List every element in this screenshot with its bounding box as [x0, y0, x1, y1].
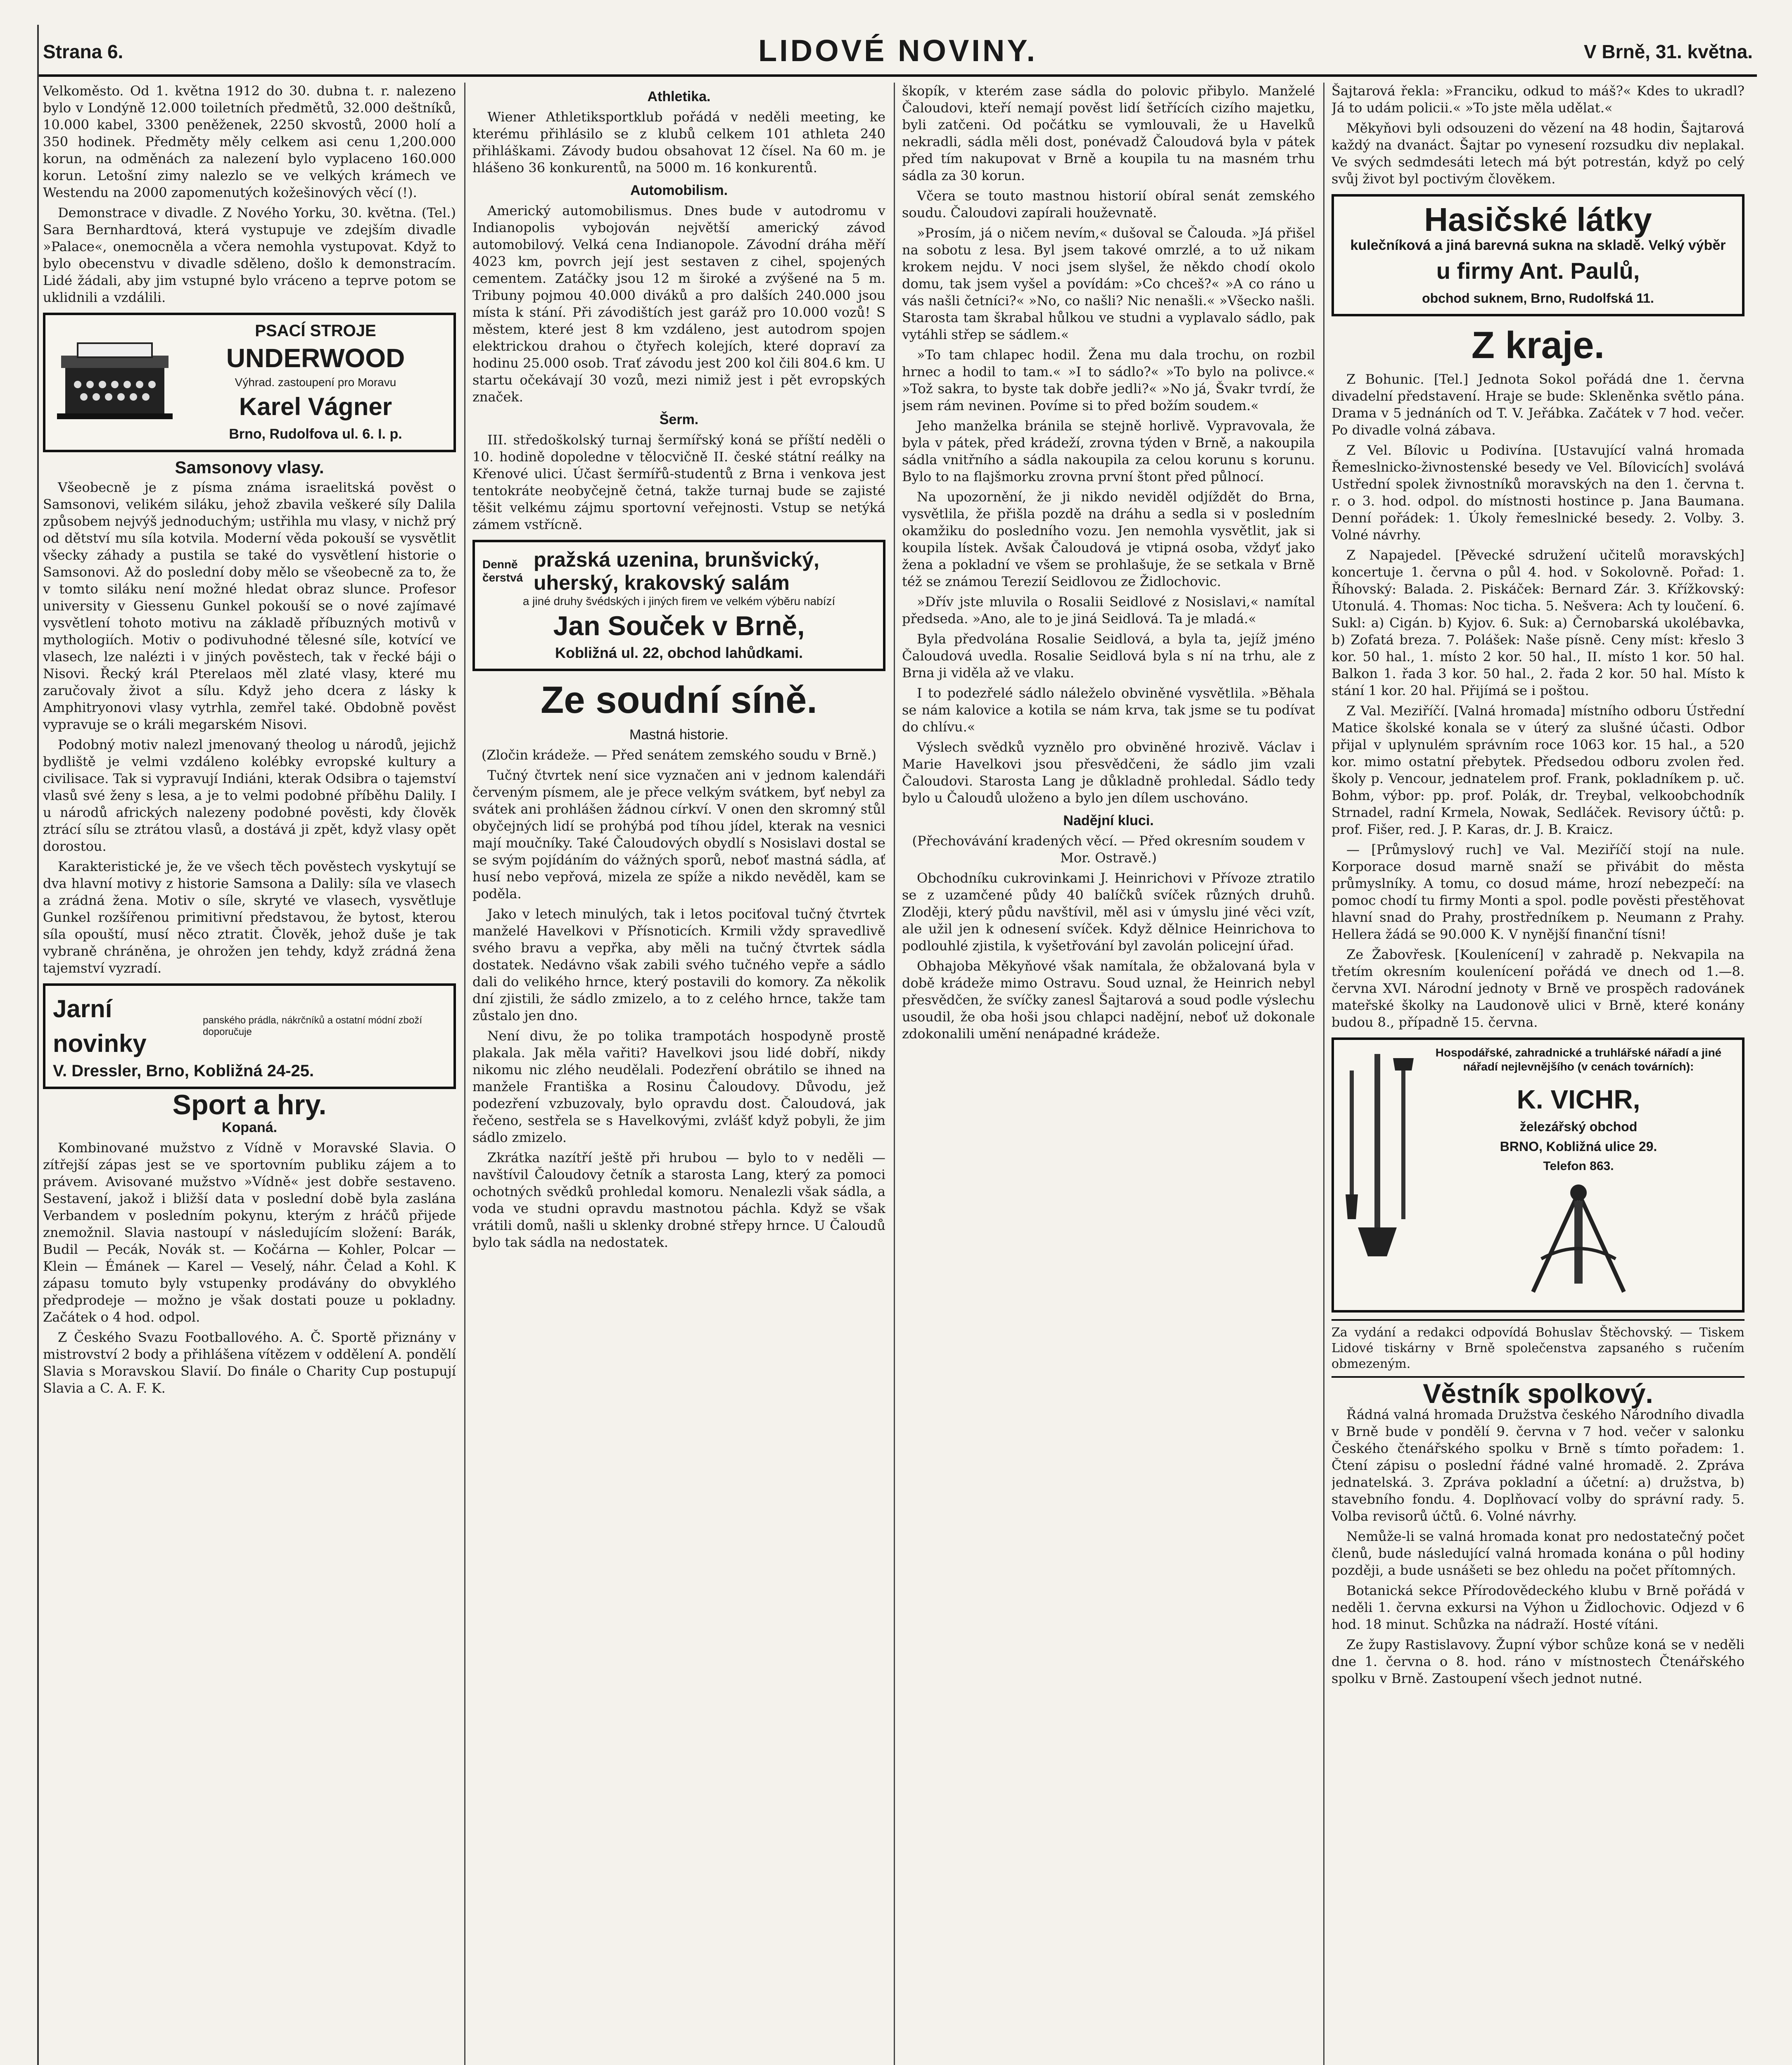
ad-vichr-name: K. VICHR,	[1517, 1085, 1640, 1114]
article-vestnik-2: Nemůže-li se valná hromada konat pro nedostatečný počet členů, bude následující valná hromada konána o půl hodiny později, a bude usnášeti se bez ohledu na počet přítomných.	[1332, 1529, 1745, 1578]
ad-jarni-address: V. Dressler, Brno, Kobližná 24-25.	[53, 1062, 314, 1080]
ad-vichr-line1: Hospodářské, zahradnické a truhlářské nářadí a jiné nářadí nejlevnějšího (v cenách továrních):	[1435, 1046, 1722, 1073]
ad-jarni-novinky	[43, 983, 456, 1089]
ad-soucek-address: Kobližná ul. 22, obchod lahůdkami.	[555, 644, 803, 661]
article-kluci-1: Obchodníku cukrovinkami J. Heinrichovi v Přívoze ztratilo se z uzamčené půdy 40 balíčků svíček různých druhů. Zloději, který půdu navštívil, měl asi v úmyslu jiné věci vzít, ale užil jen k odnesení svíček. Když dělnice Heinrichova to podlouhlé zjistila, k vyšetřování byl zavolán policejní úřad.	[902, 870, 1315, 954]
ad-vichr	[1332, 1037, 1745, 1313]
article-soud-cont-2: Včera se touto mastnou historií obíral senát zemského soudu. Čaloudovi zapírali houževnatě.	[902, 188, 1315, 221]
column-rule	[1323, 83, 1324, 2065]
article-soud-1: Tučný čtvrtek není sice vyznačen ani v jednom kalendáři červeným písmem, ale je přece velkým svátkem, byť nebyl za svátek ani prohlášen žádnou církví. V onen den skromný stůl obyčejných lidí se prohýbá pod tíhou jídel, kterak na vesnici mají moučníky. Také Čaloudových obydlí s Nosislavi dostal se se svým pojídáním do vážných sporů, neboť mastná sádla, ať husí nebo vepřová, mizela ze spíže a nikdo nevěděl, kam se poděla.	[472, 767, 885, 902]
ad-underwood-line3: Výhrad. zastoupení pro Moravu	[235, 376, 396, 389]
article-soud-cont-6: Na upozornění, že ji nikdo neviděl odjíždět do Brna, vysvětlila, že přišla pozdě na dráhu a sedla si v posledním okamžiku do posledního vozu. Jen nemohla vysvětlit, jak si koupila lístek. Avšak Čaloudová je vtipná osoba, vždyť jako žena a pokladní ve všem se prohlašuje, že se setkala v Brně též se známou Terezií Seidlovou ze Židlochovic.	[902, 489, 1315, 589]
issue-date: V Brně, 31. května.	[1583, 41, 1753, 62]
article-kraje-napajedla: Z Napajedel. [Pěvecké sdružení učitelů moravských] koncertuje 1. června o půl 4. hod. v Sokolovně. Pořad: 1. Říhovský: Balada. 2. Piskáček: Bernard Zár. 3. Křížkovský: Utonulá. 4. Thomas: Noc ticha. 5. Nešvera: Ach ty loučení. 6. Sukl: a) Cigán. b) Kyjov. 6. Suk: a) Černobarská ukolébavka, b) Zofatá breza. 7. Polášek: Naše písně. Ceny míst: křeslo 3 kor. 50 hal., 1. místo 2 kor. 50 hal., II. místo 1 kor. 50 hal. Balkon 1. řada 3 kor. 50 hal., 2. řada 2 kor. 50 hal. Místo k stání 1 kor. 20 hal. Přijímá se i poštou.	[1332, 547, 1745, 698]
subtitle-note: (Zločin krádeže. — Před senátem zemského soudu v Brně.)	[481, 747, 877, 763]
article-automobilism: Americký automobilismus. Dnes bude v autodromu v Indianopolis vybojován největší americký závod automobilový. Velká cena Indianopole. Závodní dráha měří 4023 km, povrch její jest sestaven z cihel, spojených cementem. Zatáčky jsou 12 m široké a zvýšené na 5 m. Tribuny pojmou 40.000 diváků a pro dalších 240.000 jsou místa k stání. Při závodištích jest garáž pro 10.000 vozů! S městem, které jest 8 km vzdáleno, jest autodrom spojen elektrickou drahou o čtyřech kolejích, které dopraví za hodinu 25.000 osob. Trať závodu jest 200 kol čili 804.6 km. U startu očekávají 30 vozů, mezi nimiž jest i pět evropských značek.	[472, 203, 885, 405]
title-ze-soudni-sine: Ze soudní síně.	[541, 679, 817, 721]
subtitle-automobilism: Automobilism.	[630, 183, 728, 198]
article-demonstrace: Demonstrace v divadle. Z Nového Yorku, 30. května. (Tel.) Sara Bernhardtová, která vystupuje ve zdejším divadle »Palace«, onemocněla a včera nemohla vystupovat. Když to bylo obecenstvu v divadle sděleno, došlo k demonstracím. Lidé žádali, aby jim vstupné bylo vráceno a teprve potom se uklidnili a vzdálili.	[43, 205, 456, 305]
article-soud-cont-7: »Dřív jste mluvila o Rosalii Seidlové z Nosislavi,« namítal předseda. »Ano, ale to je jiná Seidlová. Ta je mladá.«	[902, 594, 1315, 627]
subtitle-mastna-historie: Mastná historie.	[629, 727, 729, 743]
ad-soucek-side: a jiné druhy švédských i jiných firem ve velkém výběru nabízí	[522, 595, 835, 608]
ad-vichr-phone: Telefon 863.	[1543, 1159, 1614, 1173]
imprint: Za vydání a redakci odpovídá Bohuslav Štěchovský. — Tiskem Lidové tiskárny v Brně společenstva zapsaného s ručením obmezeným.	[1332, 1325, 1745, 1371]
title-samsonovy-vlasy: Samsonovy vlasy.	[175, 458, 324, 477]
masthead: LIDOVÉ NOVINY.	[758, 33, 1038, 68]
column-rule	[894, 83, 895, 2065]
subtitle-nadejni-kluci: Nadějní kluci.	[1063, 813, 1154, 828]
ad-jarni-side: panského prádla, nákrčníků a ostatní módní zboží doporučuje	[203, 1015, 422, 1037]
imprint-rule	[1332, 1319, 1745, 1321]
article-vestnik-4: Ze župy Rastislavovy. Župní výbor schůze koná se v neděli dne 1. června o 8. hod. ráno v místnostech Čtenářského spolku v Brně. Zastoupení všech jednot nutné.	[1332, 1637, 1745, 1686]
article-athletika: Wiener Athletiksportklub pořádá v neděli meeting, ke kterému přihlásilo se z klubů celkem 101 athleta 240 přihláškami. Závody budou obsahovat 12 čísel. Na 60 m. je hlášeno 36 konkurentů, na 5000 m. 16 konkurentů.	[472, 109, 885, 176]
ad-jarni-title: Jarní novinky	[53, 995, 147, 1057]
article-soud-cont-10: Výslech svědků vyznělo pro obviněné hrozivě. Václav i Marie Havelkovi jsou přesvědčeni, že sádlo jim vzali Čaloudovi. Starosta Lang je důkladně prohledal. Sádlo tedy bylo u Čaloudů uloženo a bylo jen dílem uschováno.	[902, 739, 1315, 806]
article-soud-3: Není divu, že po tolika trampotách hospodyně prostě plakala. Jak měla vařiti? Havelkovi jsou lidé dobří, nikdy nikomu nic zlého neudělali. Podezření obrátilo se ihned na manžele Františka a Rosinu Čaloudovy. Důvodu, jež podezření vzbuzovaly, bylo opravdu dost. Čaloudová, jak řečeno, sestřela se s Havelkovými, zvlášť když pobyli, že jim sádlo zmizelo.	[472, 1028, 885, 1145]
subtitle-kluci-note: (Přechovávání kradených věcí. — Před okresním soudem v Mor. Ostravě.)	[912, 833, 1305, 866]
column-rule	[464, 83, 465, 2065]
ad-underwood	[43, 313, 456, 452]
subtitle-kopana: Kopaná.	[221, 1120, 278, 1135]
article-soud-4: Zkrátka nazítří ještě při hrubou — bylo to v neděli — navštívil Čaloudovy četník a starosta Lang, který za pomoci ochotných svědků prohledal komoru. Nenalezli však sádla, a voda ve studni opravdu mastnotou páchla. Když se však vrátili domů, našli u sklenky drobné střepy hrnce. U Čaloudů bylo tak sádla na nedostatek.	[472, 1150, 885, 1250]
article-kluci-cont-2: Měkyňovi byli odsouzeni do vězení na 48 hodin, Šajtarová každý na dvanáct. Šajtar po vynesení rozsudku div neplakal. Ve svých sedmdesáti letech má být potrestán, když po celý svůj život byl poctivým člověkem.	[1332, 120, 1745, 187]
article-kraje-bilovice: Z Vel. Bílovic u Podivína. [Ustavující valná hromada Řemeslnicko-živnostenské besedy ve Vel. Bílovicích] svolává Ustřední spolek živnostníků moravských na den 1. června t. r. o 3. hod. odpol. do místnosti hostince p. Jana Baumana. Denní pořádek: 1. Úkoly řemeslnické besedy. 2. Volby. 3. Volné návrhy.	[1332, 442, 1745, 543]
article-kluci-2: Obhajoba Měkyňové však namítala, že obžalovaná byla v době krádeže mimo Ostravu. Soud uznal, že Heinrich nebyl přesvědčen, že svíčky zanesl Šajtarová a soud podle výslechu usoudil, že oba hoši jsou chlapci nadějní, neboť už dokonale zdokonalili umění nenápadné krádeže.	[902, 958, 1315, 1042]
ad-vichr-address: BRNO, Kobližná ulice 29.	[1500, 1139, 1657, 1154]
ad-soucek-products: pražská uzenina, brunšvický, uherský, krakovský salám	[534, 548, 819, 594]
ad-hasicske-latky	[1332, 194, 1745, 316]
ad-soucek-denne: Denně čerstvá	[482, 558, 523, 584]
subtitle-serm: Šerm.	[659, 412, 699, 427]
ad-hasicske-address: obchod suknem, Brno, Rudolfská 11.	[1422, 291, 1654, 306]
column-1	[43, 83, 456, 2065]
article-kopana-2: Z Českého Svazu Footballového. A. Č. Sportě přiznány v mistrovství 2 body a přihlášena vítězem v oddělení A. pondělí Slavia s Moravskou Slavií. Do finále o Charity Cup postupují Slavia a C. A. F. K.	[43, 1329, 456, 1396]
ad-underwood-line1: PSACÍ STROJE	[255, 322, 376, 340]
article-serm: III. středoškolský turnaj šermířský koná se příští neděli o 10. hodině dopoledne v tělocvičně II. české státní reálky na Křenové ulici. Účast šermířů-studentů z Brna i venkova jest tentokráte neobyčejně četná, takže turnaj bude se zajisté těšit velkému zájmu sportovní veřejnosti. Vstup se netýká zámem vstřícně.	[472, 432, 885, 532]
article-soud-2: Jako v letech minulých, tak i letos pociťoval tučný čtvrtek manželé Havelkovi v Přísnoticích. Krmili vždy spravedlivě svého bravu a vepřka, aby měli na tučný čtvrtek sádla dostatek. Nedávno však zabili svého tučného vepře a sádlo dali do velikého hrnce, který postavili do komory. Za několik dní zjistili, že sádlo zmizelo, a to z celého hrnce, takže tam zůstalo jen dno.	[472, 906, 885, 1023]
article-soud-cont-3: »Prosím, já o ničem nevím,« dušoval se Čalouda. »Já přišel na sobotu z lesa. Byl jsem takové omrzlé, a to už nikam krokem nejdu. V noci jsem slyšel, že někdo chodí okolo domu, tak jsem vyšel a povídám: »Co chceš?« »A co ráno u vás našli četníci?« »No, co našli? Nic nenašli.« »Všecko našli. Starosta tam škrabal hůlkou ve studni a vyplavalo sádlo, pak vytáhli střep se sádlem.«	[902, 225, 1315, 342]
tools-icon	[1341, 1046, 1416, 1260]
article-kluci-cont-1: Šajtarová řekla: »Franciku, odkud to máš?« Kdes to ukradl? Já to udám policii.« »To jste měla udělat.«	[1332, 83, 1745, 116]
title-z-kraje: Z kraje.	[1471, 324, 1605, 366]
title-vestnik-spolkovy: Věstník spolkový.	[1423, 1378, 1653, 1409]
subtitle-athletika: Athletika.	[647, 89, 711, 104]
column-2	[472, 83, 885, 2065]
ad-underwood-brand: UNDERWOOD	[226, 343, 405, 373]
imprint-rule	[1332, 1376, 1745, 1378]
article-vestnik-1: Řádná valná hromada Družstva českého Národního divadla v Brně bude v pondělí 9. června v 7 hod. večer v salonku Českého čtenářského spolku v Brně s tímto pořadem: 1. Čtení zápisu o poslední řádné valné hromadě. 2. Zpráva jednatelská. 3. Zpráva pokladní a účetní: a) družstva, b) stavebního fondu. 4. Doplňovací volby do správní rady. 5. Volba revisorů účtů. 6. Volné návrhy.	[1332, 1407, 1745, 1524]
article-samson-3: Karakteristické je, že ve všech těch pověstech vyskytují se dva hlavní motivy z historie Samsona a Dalily: síla ve vlasech a zrádná žena. Motiv o síle, skryté ve vlasech, vysvětluje Gunkel rozšířenou primitivní představou, že bytost, kterou síla opouští, musí něco ztratit. Člověk, jehož duše je tak vybraně chráněna, je ohrožen jen tehdy, když zrádná žena tajemství vyzradí.	[43, 859, 456, 976]
ad-soucek-name: Jan Souček v Brně,	[553, 610, 805, 641]
ad-soucek	[472, 540, 885, 671]
ad-vichr-line2: železářský obchod	[1519, 1119, 1638, 1134]
article-soud-cont-4: »To tam chlapec hodil. Žena mu dala trochu, on rozbil hrnec a hodil to tam.« »I to sádlo?« »To bylo na polivce.« »Tož sakra, to byste tak dobře jedli?« »No já, Švakr tvrdí, že jsem rám nevinen. Povíme si to před božím soudem.«	[902, 347, 1315, 413]
column-3	[902, 83, 1315, 2065]
ad-hasicske-title: Hasičské látky	[1424, 201, 1652, 238]
ad-hasicske-line2: kulečníková a jiná barevná sukna na skladě. Velký výběr	[1350, 237, 1726, 253]
page-number: Strana 6.	[43, 41, 123, 62]
ad-underwood-address: Brno, Rudolfova ul. 6. I. p.	[229, 426, 402, 442]
article-samson-1: Všeobecně je z písma známa israelitská pověst o Samsonovi, velikém siláku, jehož zbavila veškeré síly Dalila způsobem nejvýš jednoduchým; ustřihla mu vlasy, v nichž prý od dětství mu síla kotvila. Moderní věda pokouší se vysvětlit všecky záhady a pustila se také do vysvětlení historie o Samsonovi. Až do poslední doby mělo se všeobecně za to, že v tomto siláku není možné hledat obraz slunce. Profesor university v Giessenu Gunkel pokouší se o nové zajímavé vysvětlení tohoto motivu na základě příbuzných motivů v mythologiích. Motiv o podivuhodné tělesné síle, kotvící ve vlasech, lze nalézti i v jiných pověstech, tak v řecké báji o Nisovi. Řecký král Pterelaos měl zlaté vlasy, které mu zaručovaly život a sílu. Když jeho dcera z lásky k Amphitryonovi vlasy vytrhla, zemřel také. Obdobně pověst vypravuje se o králi megarském Nisovi.	[43, 479, 456, 732]
article-soud-cont-8: Byla předvolána Rosalie Seidlová, a byla ta, jejíž jméno Čaloudová uvedla. Rosalie Seidlová byla s ní na trhu, ale z Brna ji viděla až ve vlaku.	[902, 631, 1315, 681]
article-soud-cont-5: Jeho manželka bránila se stejně horlivě. Vypravovala, že byla v pátek, před krádeží, zrovna týden v Brně, a nakoupila sádla vnitřního a sádla nakoupila za celou korunu s korunu. Bylo to na flajšmorku zrovna první štont před půlnocí.	[902, 418, 1315, 484]
article-kraje-bohunice: Z Bohunic. [Tel.] Jednota Sokol pořádá dne 1. června divadelní představení. Hraje se bude: Skleněnka světlo pána. Drama v 5 jednáních od T. V. Jeřábka. Začátek v 7 hod. večer. Po divadle volná zábava.	[1332, 371, 1745, 438]
typewriter-icon	[53, 339, 177, 426]
article-soud-cont-1: škopík, v kterém zase sádla do polovic přibylo. Manželé Čaloudovi, kteří nemají pověst lidí šetřících cizího majetku, byli zatčeni. Od počátku se vymlouvali, že u Havelků nekradli, sádla měli dost, ponévadž Čaloudová byla v pátek před tím nakupovat v Brně a koupila tu na masném trhu sádla za 30 korun.	[902, 83, 1315, 183]
article-vestnik-3: Botanická sekce Přírodovědeckého klubu v Brně pořádá v neděli 1. června exkursi na Výhon u Židlochovic. Odjezd v 6 hod. 18 minut. Schůzka na nádraží. Hosté vítáni.	[1332, 1583, 1745, 1632]
article-kraje-mezirici: Z Val. Meziříčí. [Valná hromada] místního odboru Ústřední Matice školské konala se v úterý za slušné účasti. Odbor přijal v uplynulém správním roce 1063 kor. 15 hal., a 520 kor. mimo ostatní přebytek. Předsedou odboru zvolen řed. školy p. Vencour, jednatelem prof. Frank, pokladníkem p. uč. Bohm, výbor: pp. prof. Polák, dr. Treybal, velkoobchodník Strnadel, radní Krmela, Nowak, Sedláček. Revisory účtů: p. prof. Fišer, red. J. P. Karas, dr. J. B. Kraicz.	[1332, 703, 1745, 837]
article-samson-2: Podobný motiv nalezl jmenovaný theolog u národů, jejichž bydliště je velmi vzdáleno kolébky evropské kultury a civilisace. Tak si vypravují Indiáni, kterak Odsibra o tajemství vlasů své ženy s lesa, a je to velmi podobné příběhu Dalily. I u národů afrických nalezeny podobné pověsti, kdy člověk ztrácí sílu se ztrátou vlasů, a dostává ji zpět, když vlasy opět dorostou.	[43, 737, 456, 854]
article-velkomesto: Velkoměsto. Od 1. května 1912 do 30. dubna t. r. nalezeno bylo v Londýně 12.000 toiletních předmětů, 32.000 deštníků, 10.000 kabel, 3300 peněženek, 2250 skvostů, 2000 holí a 350 hodinek. Předměty měly celkem asi cenu 1,200.000 korun, na odměnách za nalezení bylo vyplaceno 160.000 korun. Letošní zimy nalezlo se ve velkých krámech ve Westendu na 2000 zapomenutých kožešinových věcí (!).	[43, 83, 456, 200]
article-kraje-zabovresky: Ze Žabovřesk. [Koulenícení] v zahradě p. Nekvapila na třetím okresním koulenícení pořádá ve dnech od 1.—8. června XVI. Národní jednoty v Brně ve prospěch radovánek mateřské školky na Laudonově ulici v Brně, které konány budou 8., případně 15. června.	[1332, 947, 1745, 1030]
title-sport-a-hry: Sport a hry.	[172, 1089, 327, 1120]
newspaper-page	[37, 25, 1757, 2065]
garden-tools-icon	[1517, 1176, 1640, 1300]
article-soud-cont-9: I to podezřelé sádlo náleželo obviněné vysvětlila. »Běhala se nám kalovice a kotila se nám krva, tak jsme se tu podívat do chlívu.«	[902, 685, 1315, 735]
ad-underwood-dealer: Karel Vágner	[239, 393, 392, 420]
article-kraje-prumysl: — [Průmyslový ruch] ve Val. Meziříčí stojí na nule. Korporace dosud marně snaží se přivábit do města průmyslníky. A tomu, co dosud máme, hrozí nebezpečí: na pomoc chodí tu firmy Monti a spol. podle pověsti přestěhovat hlavní snad do Prahy, prostředníkem p. Neumann z Prahy. Hellera žádá se 90.000 K. V nynější finanční tísni!	[1332, 842, 1745, 942]
column-4	[1332, 83, 1745, 2065]
article-kopana-1: Kombinované mužstvo z Vídně v Moravské Slavia. O zítřejší zápas jest se ve sportovním publiku zájem a to právem. Avisované mužstvo »Vídně« jest dobře sestaveno. Sestavení, jakož i bližší data v poslední době byla zaslána Verbandem v posledním pokynu, kterým z hráčů přijede znemožnil. Slavia nastoupí v následujícím složení: Barák, Budil — Pecák, Novák st. — Kočárna — Kohler, Polcar — Klein — Émánek — Karel — Veselý, náhr. Čelad a Kohl. K zápasu tomuto byly vstupenky prodávány do obvyklého předprodeje — možno je však dostati pouze u pokladny. Začátek o 4 hod. odpol.	[43, 1140, 456, 1325]
page-header	[39, 25, 1757, 77]
ad-hasicske-firm: u firmy Ant. Paulů,	[1436, 258, 1640, 284]
